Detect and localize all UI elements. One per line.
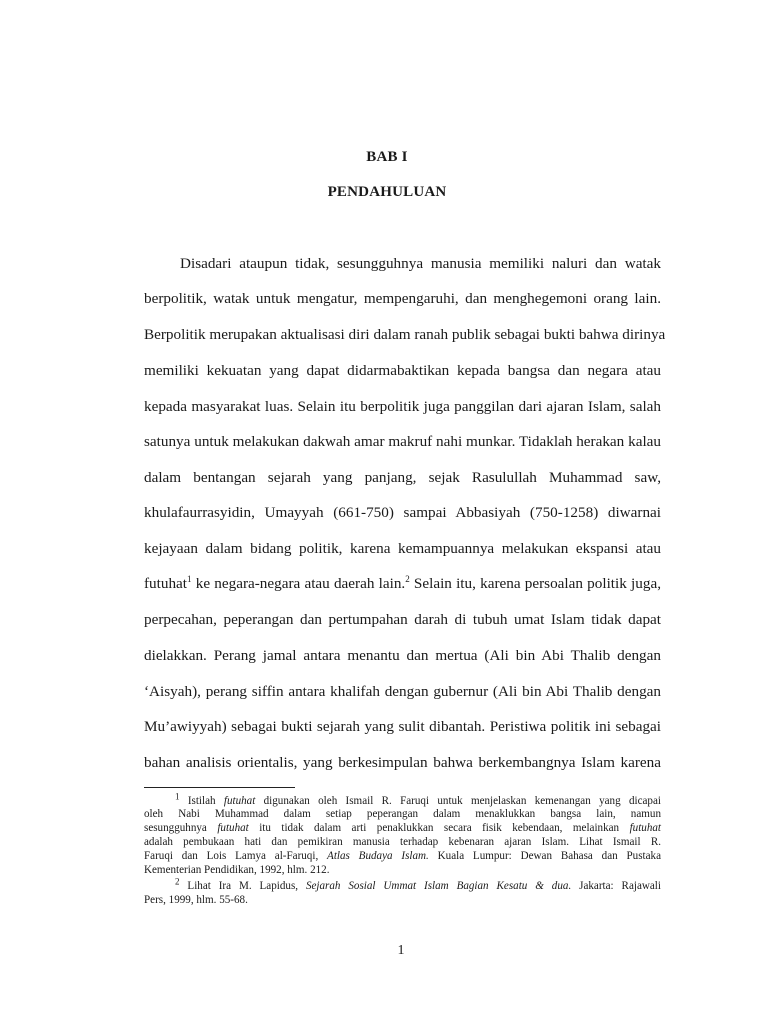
footnote-marker-1: 1 (175, 791, 180, 802)
footnote-text: sesungguhnya (144, 822, 218, 834)
footnote-text: Faruqi dan Lois Lamya al-Faruqi, (144, 850, 328, 862)
footnote-1-line: adalah pembukaan hati dan pemikiran manusia terhadap kebenaran ajaran Islam. Lihat Ismail R. (144, 836, 661, 848)
footnote-italic-title: Atlas Budaya Islam. (327, 850, 429, 862)
footnote-1-line: oleh Nabi Muhammad dalam setiap peperangan dalam menaklukkan bangsa lain, namun (144, 808, 661, 820)
body-line: Berpolitik merupakan aktualisasi diri dalam ranah publik sebagai bukti bahwa dirinya (144, 326, 666, 343)
footnote-reference-2[interactable]: 2 (405, 573, 410, 584)
body-text-span: ke negara-negara atau daerah lain. (191, 575, 406, 592)
body-line: satunya untuk melakukan dakwah amar makruf nahi munkar. Tidaklah herakan kalau (144, 433, 661, 450)
body-line: kepada masyarakat luas. Selain itu berpolitik juga panggilan dari ajaran Islam, salah (144, 398, 661, 415)
footnote-italic-term: futuhat (629, 822, 661, 834)
footnote-reference-1[interactable]: 1 (187, 573, 192, 584)
body-line: berpolitik, watak untuk mengatur, mempengaruhi, dan menghegemoni orang lain. (144, 290, 661, 307)
footnote-text: Lihat Ira M. Lapidus, (179, 880, 306, 892)
body-line: Mu’awiyyah) sebagai bukti sejarah yang sulit dibantah. Peristiwa politik ini sebagai (144, 718, 661, 735)
footnote-text: Istilah (179, 795, 224, 807)
footnote-text: itu tidak dalam arti penaklukkan secara fisik kebendaan, melainkan (248, 822, 630, 834)
footnote-2-line: Pers, 1999, hlm. 55-68. (144, 894, 248, 906)
footnote-1-line: Kementerian Pendidikan, 1992, hlm. 212. (144, 864, 330, 876)
chapter-number: BAB I (366, 149, 408, 165)
body-line: kejayaan dalam bidang politik, karena kemampuannya melakukan ekspansi atau (144, 540, 661, 557)
body-line: dielakkan. Perang jamal antara menantu dan mertua (Ali bin Abi Thalib dengan (144, 647, 661, 664)
footnote-italic-term: futuhat (217, 822, 249, 834)
footnote-italic-title: Sejarah Sosial Ummat Islam Bagian Kesatu & dua. (305, 880, 572, 892)
footnote-1-line (144, 850, 661, 863)
footnote-2-line (175, 876, 661, 893)
body-text-span: futuhat (144, 575, 188, 592)
body-line-with-footnote-refs (144, 575, 661, 593)
footnote-text: digunakan oleh Ismail R. Faruqi untuk menjelaskan kemenangan yang dicapai (255, 795, 661, 807)
body-line: perpecahan, peperangan dan pertumpahan darah di tubuh umat Islam tidak dapat (144, 611, 661, 628)
body-line: khulafaurrasyidin, Umayyah (661-750) sampai Abbasiyah (750-1258) diwarnai (144, 504, 661, 521)
footnote-1-line (175, 791, 661, 808)
body-line: ‘Aisyah), perang siffin antara khalifah dengan gubernur (Ali bin Abi Thalib dengan (144, 683, 661, 700)
footnote-text: Kuala Lumpur: Dewan Bahasa dan Pustaka (428, 850, 662, 862)
footnote-1-line (144, 822, 661, 835)
footnote-separator (144, 787, 295, 788)
chapter-title: PENDAHULUAN (327, 184, 447, 200)
body-text-span: Selain itu, karena persoalan politik juga, (409, 575, 661, 592)
body-line: dalam bentangan sejarah yang panjang, sejak Rasulullah Muhammad saw, (144, 469, 661, 486)
footnote-italic-term: futuhat (223, 795, 256, 807)
body-line: bahan analisis orientalis, yang berkesimpulan bahwa berkembangnya Islam karena (144, 754, 661, 771)
body-line: Disadari ataupun tidak, sesungguhnya manusia memiliki naluri dan watak (180, 255, 661, 272)
footnote-text: Jakarta: Rajawali (571, 880, 661, 892)
body-line: memiliki kekuatan yang dapat didarmabaktikan kepada bangsa dan negara atau (144, 362, 661, 379)
page-number: 1 (397, 943, 405, 958)
footnote-marker-2: 2 (175, 876, 180, 887)
